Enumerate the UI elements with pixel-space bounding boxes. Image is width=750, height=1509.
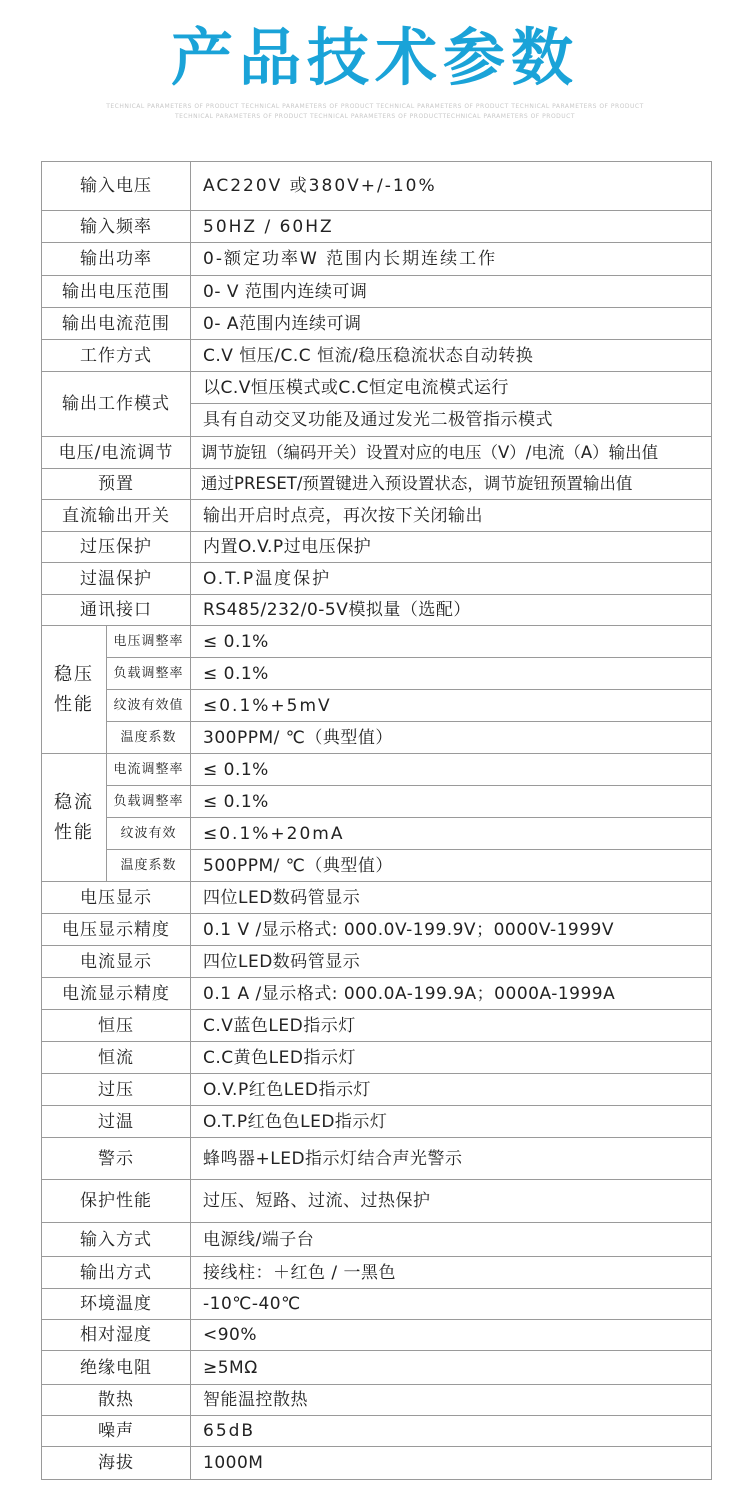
- spec-label: 输出方式: [42, 1257, 191, 1289]
- spec-value: 过压、短路、过流、过热保护: [191, 1180, 712, 1223]
- spec-row-output-current-range: [42, 308, 712, 340]
- spec-sublabel: 电流调整率: [107, 754, 191, 786]
- spec-row-humidity: [42, 1320, 712, 1351]
- spec-row-output-method: [42, 1257, 712, 1289]
- spec-row-current-ripple: [42, 818, 712, 850]
- subtitle-line-2: TECHNICAL PARAMETERS OF PRODUCT TECHNICAL PARAMETERS OF PRODUCTTECHNICAL PARAMETERS OF PRODUCT: [174, 113, 576, 120]
- spec-label: 输出功率: [42, 243, 191, 276]
- spec-label: 恒流: [42, 1042, 191, 1074]
- spec-value: 1000M: [191, 1447, 712, 1480]
- spec-sublabel: 温度系数: [107, 722, 191, 754]
- spec-row-ovp: [42, 532, 712, 563]
- spec-row-output-voltage-range: [42, 276, 712, 308]
- spec-sublabel: 负载调整率: [107, 786, 191, 818]
- spec-row-output-power: [42, 243, 712, 276]
- spec-label: 预置: [42, 469, 191, 500]
- spec-value: 电源线/端子台: [191, 1223, 712, 1257]
- spec-row-voltage-adjust-rate: [42, 626, 712, 658]
- spec-label: 环境温度: [42, 1289, 191, 1320]
- spec-row-output-work-mode: [42, 372, 712, 404]
- group-label-line: 稳压: [54, 663, 94, 685]
- spec-label: 警示: [42, 1138, 191, 1180]
- spec-value: 0- A范围内连续可调: [191, 308, 712, 340]
- spec-row-alarm: [42, 1138, 712, 1180]
- spec-sublabel: 负载调整率: [107, 658, 191, 690]
- spec-value: 具有自动交叉功能及通过发光二极管指示模式: [191, 404, 712, 437]
- spec-row-voltage-display: [42, 882, 712, 914]
- spec-label: 输出电压范围: [42, 276, 191, 308]
- spec-value: ≤ 0.1%: [191, 626, 712, 658]
- spec-value: 65dB: [191, 1416, 712, 1447]
- spec-label: 直流输出开关: [42, 500, 191, 532]
- spec-value: 0-额定功率W 范围内长期连续工作: [191, 243, 712, 276]
- page-header: [0, 0, 750, 140]
- spec-row-current-display: [42, 946, 712, 978]
- spec-value: 四位LED数码管显示: [191, 946, 712, 978]
- spec-label: 过温保护: [42, 563, 191, 595]
- spec-label: 通讯接口: [42, 595, 191, 626]
- spec-label: 保护性能: [42, 1180, 191, 1223]
- spec-value: 智能温控散热: [191, 1385, 712, 1416]
- current-stability-group: [42, 754, 107, 882]
- spec-label: 恒压: [42, 1010, 191, 1042]
- spec-label: 噪声: [42, 1416, 191, 1447]
- spec-label: 输入电压: [42, 162, 191, 211]
- spec-label: 工作方式: [42, 340, 191, 372]
- spec-value: 300PPM/ ℃（典型值）: [191, 722, 712, 754]
- spec-value: RS485/232/0-5V模拟量（选配）: [191, 595, 712, 626]
- spec-value: 以C.V恒压模式或C.C恒定电流模式运行: [191, 372, 712, 404]
- spec-sublabel: 纹波有效: [107, 818, 191, 850]
- spec-row-cv-indicator: [42, 1010, 712, 1042]
- group-label-line: 稳流: [54, 791, 94, 813]
- spec-value: 0.1 A /显示格式: 000.0A-199.9A；0000A-1999A: [191, 978, 712, 1010]
- spec-label: 输入方式: [42, 1223, 191, 1257]
- spec-sublabel: 温度系数: [107, 850, 191, 882]
- spec-sublabel: 电压调整率: [107, 626, 191, 658]
- spec-value: ≤ 0.1%: [191, 754, 712, 786]
- spec-table: [41, 161, 712, 1480]
- spec-value: O.T.P红色色LED指示灯: [191, 1106, 712, 1138]
- spec-label: 电压显示精度: [42, 914, 191, 946]
- spec-value: ≤0.1%+20mA: [191, 818, 712, 850]
- spec-value: 0- V 范围内连续可调: [191, 276, 712, 308]
- voltage-stability-group: [42, 626, 107, 754]
- spec-value: C.V 恒压/C.C 恒流/稳压稳流状态自动转换: [191, 340, 712, 372]
- spec-label: 输出电流范围: [42, 308, 191, 340]
- spec-row-current-load-rate: [42, 786, 712, 818]
- spec-value: ≤ 0.1%: [191, 658, 712, 690]
- spec-row-voltage-load-rate: [42, 658, 712, 690]
- page-title: 产品技术参数: [170, 21, 579, 94]
- spec-value: 调节旋钮（编码开关）设置对应的电压（V）/电流（A）输出值: [191, 437, 712, 469]
- spec-value: 接线柱：＋红色 / 一黑色: [191, 1257, 712, 1289]
- spec-label: 电压显示: [42, 882, 191, 914]
- spec-value: 500PPM/ ℃（典型值）: [191, 850, 712, 882]
- spec-row-otp: [42, 563, 712, 595]
- spec-row-input-voltage: [42, 162, 712, 211]
- spec-row-input-method: [42, 1223, 712, 1257]
- spec-row-current-temp-coef: [42, 850, 712, 882]
- spec-label: 输入频率: [42, 211, 191, 243]
- spec-label: 相对湿度: [42, 1320, 191, 1351]
- spec-value: -10℃-40℃: [191, 1289, 712, 1320]
- spec-value: 通过PRESET/预置键进入预设置状态，调节旋钮预置输出值: [191, 469, 712, 500]
- group-label-line: 性能: [54, 693, 94, 715]
- spec-row-otp-indicator: [42, 1106, 712, 1138]
- spec-label: 过压保护: [42, 532, 191, 563]
- spec-value: <90%: [191, 1320, 712, 1351]
- spec-value: C.V蓝色LED指示灯: [191, 1010, 712, 1042]
- spec-row-current-adjust-rate: [42, 754, 712, 786]
- spec-value: O.V.P红色LED指示灯: [191, 1074, 712, 1106]
- spec-row-input-frequency: [42, 211, 712, 243]
- spec-value: 蜂鸣器+LED指示灯结合声光警示: [191, 1138, 712, 1180]
- spec-row-altitude: [42, 1447, 712, 1480]
- spec-label: 海拔: [42, 1447, 191, 1480]
- spec-row-cooling: [42, 1385, 712, 1416]
- spec-row-comm-interface: [42, 595, 712, 626]
- spec-sublabel: 纹波有效值: [107, 690, 191, 722]
- spec-value: O.T.P温度保护: [191, 563, 712, 595]
- spec-label: 过压: [42, 1074, 191, 1106]
- spec-row-noise: [42, 1416, 712, 1447]
- spec-row-voltage-temp-coef: [42, 722, 712, 754]
- subtitle-line-1: TECHNICAL PARAMETERS OF PRODUCT TECHNICAL PARAMETERS OF PRODUCT TECHNICAL PARAMETERS OF PRODUCT TECHNICAL PARAMETERS OF PRODUCT: [106, 103, 644, 110]
- group-label-line: 性能: [54, 821, 94, 843]
- spec-label: 输出工作模式: [42, 372, 191, 437]
- spec-label: 绝缘电阻: [42, 1351, 191, 1385]
- spec-row-insulation: [42, 1351, 712, 1385]
- spec-row-voltage-ripple: [42, 690, 712, 722]
- spec-row-voltage-display-precision: [42, 914, 712, 946]
- spec-label: 电压/电流调节: [42, 437, 191, 469]
- spec-row-work-mode: [42, 340, 712, 372]
- spec-row-dc-output-switch: [42, 500, 712, 532]
- spec-label: 散热: [42, 1385, 191, 1416]
- spec-label: 电流显示精度: [42, 978, 191, 1010]
- spec-value: 0.1 V /显示格式: 000.0V-199.9V；0000V-1999V: [191, 914, 712, 946]
- spec-row-ambient-temp: [42, 1289, 712, 1320]
- spec-value: AC220V 或380V+/-10%: [191, 162, 712, 211]
- spec-row-protection: [42, 1180, 712, 1223]
- spec-value: 内置O.V.P过电压保护: [191, 532, 712, 563]
- spec-row-ovp-indicator: [42, 1074, 712, 1106]
- spec-value: ≤0.1%+5mV: [191, 690, 712, 722]
- spec-value: 四位LED数码管显示: [191, 882, 712, 914]
- spec-row-current-display-precision: [42, 978, 712, 1010]
- spec-row-vc-adjust: [42, 437, 712, 469]
- spec-value: C.C黄色LED指示灯: [191, 1042, 712, 1074]
- spec-value: ≤ 0.1%: [191, 786, 712, 818]
- spec-row-cc-indicator: [42, 1042, 712, 1074]
- spec-row-preset: [42, 469, 712, 500]
- spec-value: ≥5MΩ: [191, 1351, 712, 1385]
- spec-value: 50HZ / 60HZ: [191, 211, 712, 243]
- spec-label: 电流显示: [42, 946, 191, 978]
- spec-value: 输出开启时点亮，再次按下关闭输出: [191, 500, 712, 532]
- spec-label: 过温: [42, 1106, 191, 1138]
